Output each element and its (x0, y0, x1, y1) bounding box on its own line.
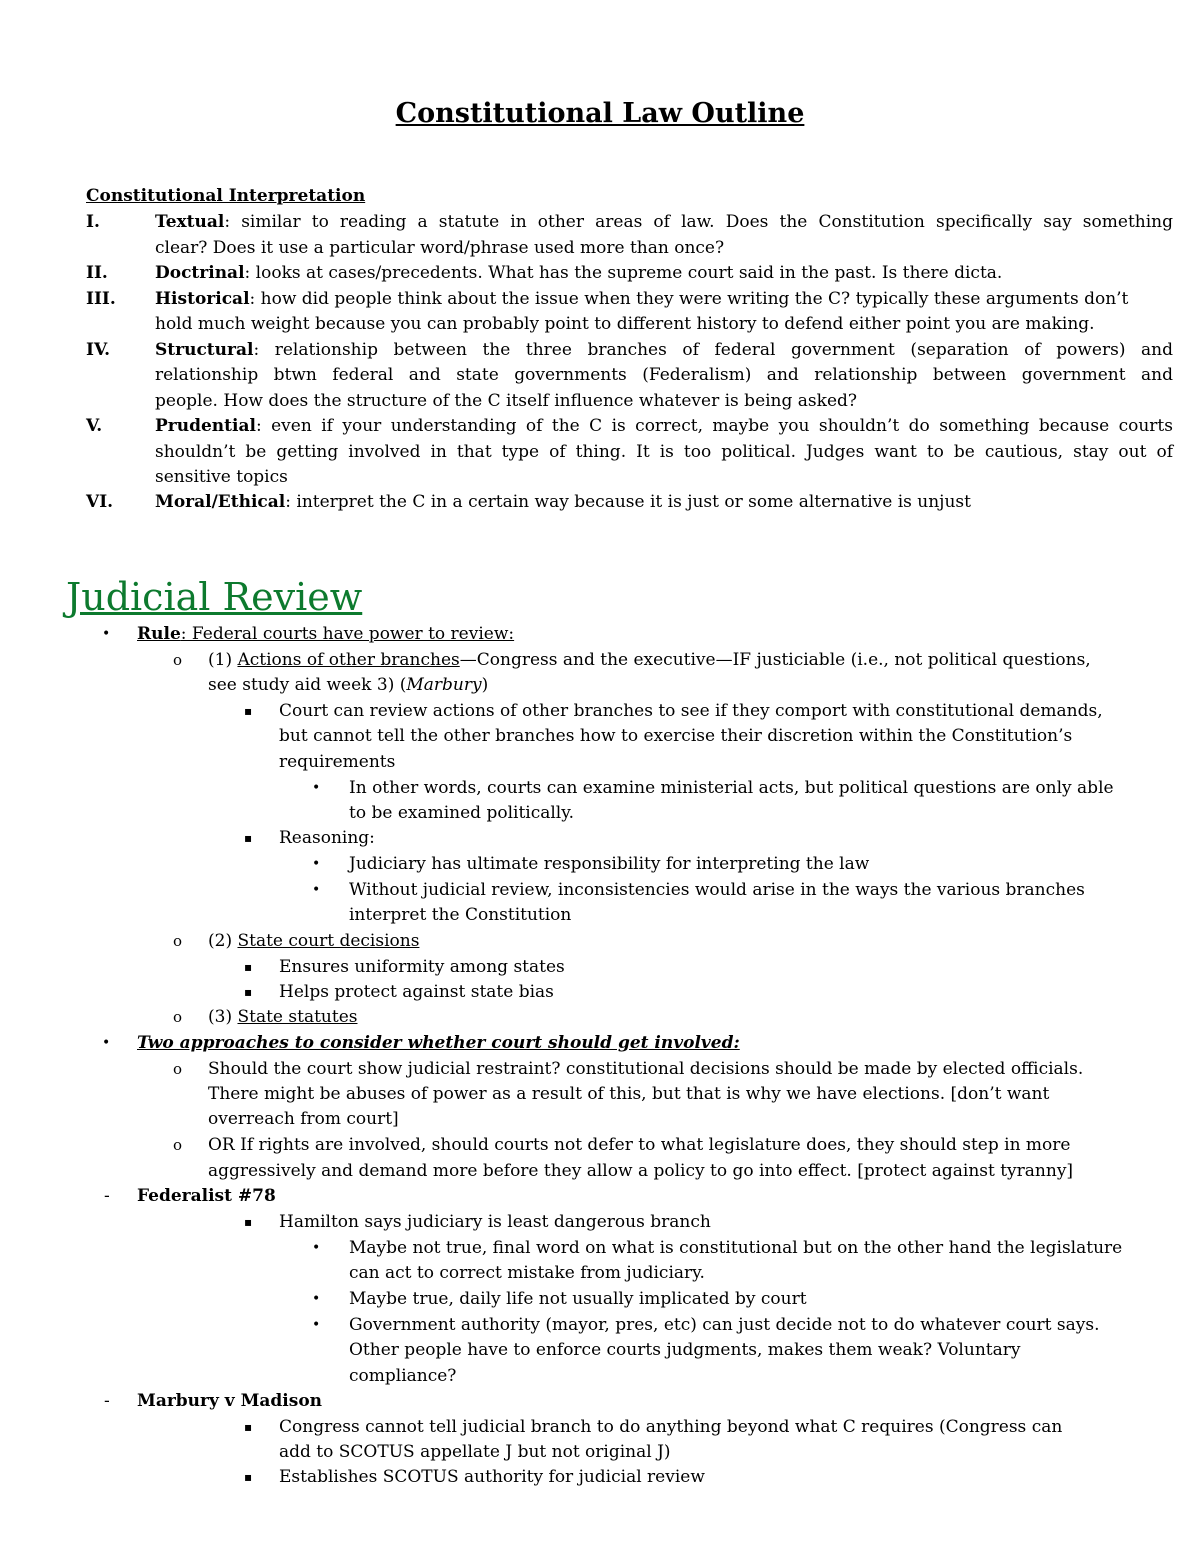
list-item: In other words, courts can examine ministerial acts, but political questions are only able (349, 778, 1114, 798)
list-item: compliance? (349, 1366, 457, 1386)
marbury-heading: Marbury v Madison (137, 1391, 323, 1411)
list-item: Maybe true, daily life not usually implicated by court (349, 1289, 807, 1309)
section-heading-interpretation: Constitutional Interpretation (86, 186, 366, 206)
dash-bullet-icon: - (104, 1391, 110, 1411)
list-item: Government authority (mayor, pres, etc) can just decide not to do whatever court says. (349, 1315, 1100, 1335)
square-bullet-icon: ▪ (244, 1215, 253, 1229)
dash-bullet-icon: - (104, 1186, 110, 1206)
circle-bullet-icon: o (173, 932, 183, 950)
list-item: Establishes SCOTUS authority for judicial review (279, 1467, 705, 1487)
list-item: aggressively and demand more before they allow a policy to go into effect. [protect against tyranny] (208, 1161, 1074, 1181)
bullet-icon: • (102, 626, 111, 642)
roman-numeral: II. (86, 263, 108, 283)
list-item: Without judicial review, inconsistencies would arise in the ways the various branches (349, 880, 1085, 900)
list-item: interpret the Constitution (349, 905, 572, 925)
rule-line (137, 622, 514, 648)
list-item: Ensures uniformity among states (279, 957, 565, 977)
list-item: can act to correct mistake from judiciary. (349, 1263, 705, 1283)
rule-item-1-l2 (208, 673, 488, 699)
item-label: State court decisions (237, 931, 420, 951)
bullet-icon: • (312, 882, 321, 898)
item-number: (2) (208, 931, 238, 951)
bullet-icon: • (102, 1035, 111, 1051)
interp-item-historical-l1: Historical: how did people think about the issue when they were writing the C? typically these arguments don’t (155, 289, 1129, 309)
interp-item-structural-l1: Structural: relationship between the three branches of federal government (separation of powers) and (155, 340, 1173, 360)
bullet-icon: • (312, 1317, 321, 1333)
list-item: OR If rights are involved, should courts not defer to what legislature does, they should step in more (208, 1135, 1071, 1155)
roman-numeral: III. (86, 289, 116, 309)
square-bullet-icon: ▪ (244, 960, 253, 974)
rule-item-2 (208, 929, 419, 955)
list-item: Other people have to enforce courts judgments, makes them weak? Voluntary (349, 1340, 1021, 1360)
rule-text: : Federal courts have power to review: (180, 624, 515, 644)
circle-bullet-icon: o (173, 651, 183, 669)
page-title: Constitutional Law Outline (395, 98, 805, 129)
interp-item-structural-l3: people. How does the structure of the C itself influence whatever is being asked? (155, 391, 858, 411)
item-text: see study aid week 3) ( (208, 675, 407, 695)
rule-label: Rule (137, 624, 181, 644)
circle-bullet-icon: o (173, 1060, 183, 1078)
item-text: ) (481, 675, 489, 695)
item-text: —Congress and the executive—IF justiciable (i.e., not political questions, (459, 650, 1091, 670)
list-item: Maybe not true, final word on what is constitutional but on the other hand the legislature (349, 1238, 1123, 1258)
bullet-icon: • (312, 856, 321, 872)
square-bullet-icon: ▪ (244, 831, 253, 845)
square-bullet-icon: ▪ (244, 704, 253, 718)
interp-item-doctrinal: Doctrinal: looks at cases/precedents. What has the supreme court said in the past. Is there dicta. (155, 263, 1003, 283)
square-bullet-icon: ▪ (244, 1420, 253, 1434)
approaches-heading: Two approaches to consider whether court should get involved: (137, 1033, 740, 1053)
square-bullet-icon: ▪ (244, 1470, 253, 1484)
interp-item-moral: Moral/Ethical: interpret the C in a certain way because it is just or some alternative is unjust (155, 492, 971, 512)
square-bullet-icon: ▪ (244, 985, 253, 999)
list-item: Should the court show judicial restraint? constitutional decisions should be made by elected officials. (208, 1059, 1084, 1079)
list-item: add to SCOTUS appellate J but not original J) (279, 1442, 671, 1462)
list-item: overreach from court] (208, 1109, 399, 1129)
interp-item-structural-l2: relationship btwn federal and state governments (Federalism) and relationship between government and (155, 365, 1173, 385)
list-item: Hamilton says judiciary is least dangerous branch (279, 1212, 711, 1232)
interp-item-prudential-l1: Prudential: even if your understanding of the C is correct, maybe you shouldn’t do something because courts (155, 416, 1173, 436)
roman-numeral: VI. (86, 492, 114, 512)
item-label: Actions of other branches (237, 650, 460, 670)
list-item: but cannot tell the other branches how to exercise their discretion within the Constitution’s (279, 726, 1073, 746)
case-citation: Marbury (406, 675, 482, 695)
list-item: requirements (279, 752, 396, 772)
rule-item-1-l1 (208, 648, 1091, 674)
list-item: Court can review actions of other branches to see if they comport with constitutional demands, (279, 701, 1103, 721)
circle-bullet-icon: o (173, 1008, 183, 1026)
list-item: Helps protect against state bias (279, 982, 554, 1002)
item-label: State statutes (237, 1007, 358, 1027)
interp-item-prudential-l3: sensitive topics (155, 467, 288, 487)
interp-item-historical-l2: hold much weight because you can probably point to different history to defend either point you are making. (155, 314, 1095, 334)
interp-item-textual-l2: clear? Does it use a particular word/phrase used more than once? (155, 238, 725, 258)
item-number: (3) (208, 1007, 238, 1027)
bullet-icon: • (312, 1240, 321, 1256)
list-item: There might be abuses of power as a result of this, but that is why we have elections. [don’t want (208, 1084, 1050, 1104)
list-item: Congress cannot tell judicial branch to do anything beyond what C requires (Congress can (279, 1417, 1063, 1437)
roman-numeral: IV. (86, 340, 111, 360)
item-number: (1) (208, 650, 238, 670)
interp-item-textual-l1: Textual: similar to reading a statute in other areas of law. Does the Constitution specifically say something (155, 212, 1173, 232)
section-heading-judicial-review: Judicial Review (66, 575, 363, 619)
roman-numeral: I. (86, 212, 100, 232)
federalist-heading: Federalist #78 (137, 1186, 276, 1206)
list-item: to be examined politically. (349, 803, 574, 823)
bullet-icon: • (312, 1291, 321, 1307)
interp-item-prudential-l2: shouldn’t be getting involved in that type of thing. It is too political. Judges want to be cautious, stay out of (155, 442, 1173, 462)
roman-numeral: V. (86, 416, 103, 436)
bullet-icon: • (312, 780, 321, 796)
rule-item-3 (208, 1005, 357, 1031)
list-item: Reasoning: (279, 828, 375, 848)
circle-bullet-icon: o (173, 1136, 183, 1154)
list-item: Judiciary has ultimate responsibility for interpreting the law (349, 854, 870, 874)
